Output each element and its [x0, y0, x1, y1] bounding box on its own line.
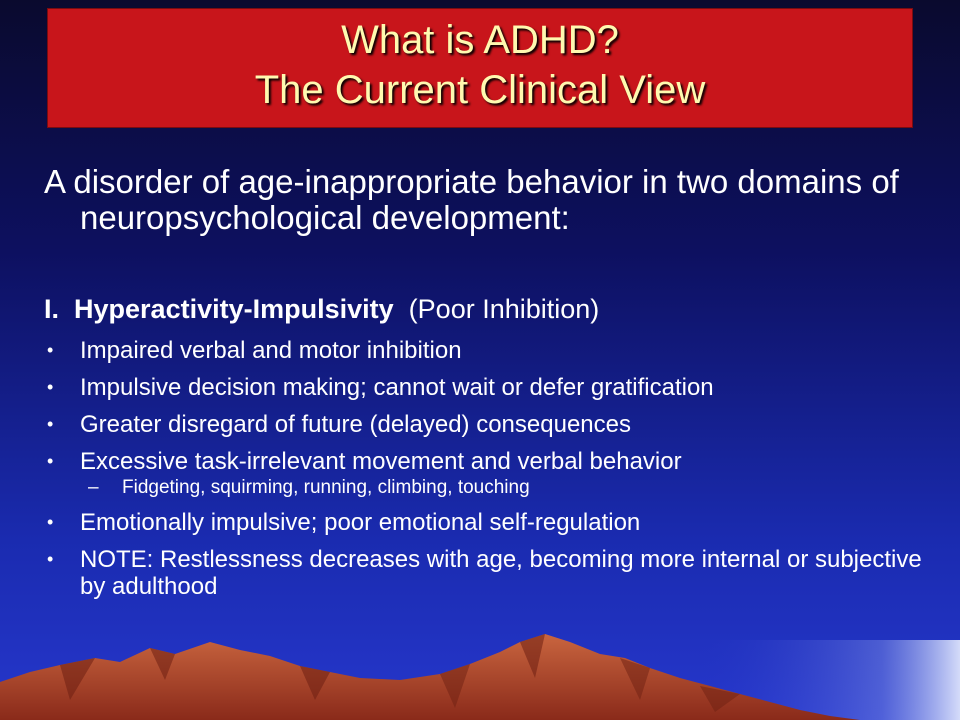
list-item	[44, 374, 944, 401]
list-item	[44, 448, 944, 475]
bullet-icon: •	[47, 512, 54, 532]
bullet-icon: •	[47, 414, 54, 434]
bullet-text: Impulsive decision making; cannot wait or defer gratification	[80, 374, 714, 401]
bullet-icon: •	[47, 549, 54, 569]
dash-icon: –	[88, 477, 99, 498]
bullet-text: Greater disregard of future (delayed) consequences	[80, 411, 631, 438]
bullet-icon: •	[47, 340, 54, 360]
bullet-text: NOTE: Restlessness decreases with age, becoming more internal or subjective by adulthood	[80, 546, 922, 600]
bullet-icon: •	[47, 451, 54, 471]
intro-text: A disorder of age-inappropriate behavior in two domains of neuropsychological development:	[44, 163, 899, 236]
mountain-decoration	[0, 620, 960, 720]
title-line-1: What is ADHD?	[341, 18, 619, 62]
bullet-text: Excessive task-irrelevant movement and verbal behavior	[80, 448, 682, 475]
bullet-text: Emotionally impulsive; poor emotional self-regulation	[80, 509, 641, 536]
section-heading	[44, 293, 599, 325]
bullet-icon: •	[47, 377, 54, 397]
sub-list-item	[44, 477, 944, 498]
sub-bullet-text: Fidgeting, squirming, running, climbing, touching	[122, 477, 530, 498]
list-item	[44, 337, 944, 364]
section-heading-paren: (Poor Inhibition)	[408, 294, 600, 324]
title-banner	[47, 8, 913, 128]
list-item	[44, 411, 944, 438]
bullet-text: Impaired verbal and motor inhibition	[80, 337, 462, 364]
bullet-list	[44, 337, 944, 610]
list-item	[44, 509, 944, 536]
section-heading-bold: Hyperactivity-Impulsivity	[74, 294, 394, 324]
section-number: I.	[44, 294, 60, 324]
list-item	[44, 546, 944, 600]
title-line-2: The Current Clinical View	[254, 68, 706, 112]
